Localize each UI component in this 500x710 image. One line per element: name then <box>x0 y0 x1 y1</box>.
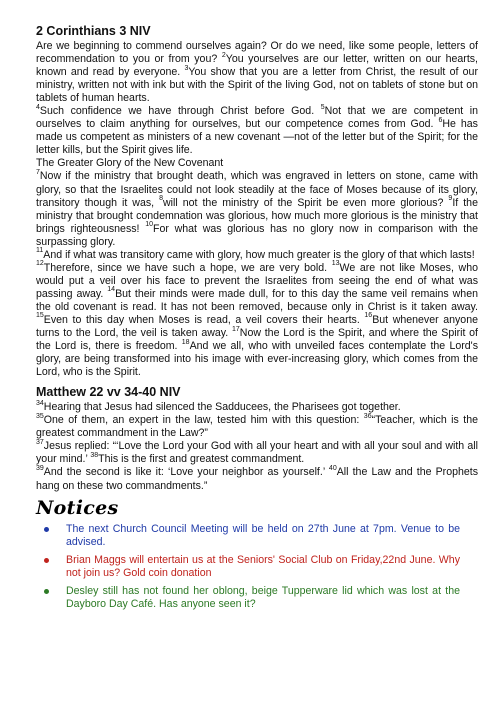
verse-number: 12 <box>36 260 44 268</box>
verse-18: And we all, who with unveiled faces contemplate the Lord's glory, are being transformed into his image with ever-increasing glory, which comes from the Lord, who is the Spirit. <box>36 340 478 379</box>
verse-8: will not the ministry of the Spirit be even more glorious? <box>163 196 444 209</box>
verse-number: 7 <box>36 168 40 176</box>
verse-16: But whenever anyone turns to the Lord, the veil is taken away. <box>36 313 478 340</box>
verse-number: 37 <box>36 438 44 446</box>
verse-36: “Teacher, which is the greatest commandment in the Law?” <box>36 414 478 440</box>
reading-1-part-1 <box>36 40 478 157</box>
verse-number: 38 <box>90 451 99 459</box>
verse-number: 2 <box>221 51 226 59</box>
verse-number: 36 <box>363 412 372 420</box>
verse-number: 14 <box>107 286 116 294</box>
verse-11: And if what was transitory came with glory, how much greater is the glory of that which lasts! <box>43 248 475 261</box>
verse-13: We are not like Moses, who would put a veil over his face to prevent the Israelites from seeing the end of what was passing away. <box>36 261 478 300</box>
notices-list <box>36 523 478 611</box>
verse-12: Therefore, since we have such a hope, we are very bold. <box>43 261 328 274</box>
reading-2-text <box>36 401 478 492</box>
bullet-icon <box>44 527 49 532</box>
verse-number: 3 <box>184 64 189 72</box>
verse-39: And the second is like it: ‘Love your neighbor as yourself.’ <box>43 466 325 479</box>
verse-2: You yourselves are our letter, written on our hearts, known and read by everyone. <box>36 53 478 79</box>
verse-3: You show that you are a letter from Christ, the result of our ministry, written not with ink but with the Spirit of the living God, not on tablets of stone but on tablets of human hearts. <box>36 66 478 105</box>
notice-item <box>36 585 478 611</box>
notice-text: Desley still has not found her oblong, beige Tupperware lid which was lost at the Dayboro Day Café. Has anyone seen it? <box>66 584 460 610</box>
notice-text: The next Church Council Meeting will be held on 27th June at 7pm. Venue to be advised. <box>66 522 460 548</box>
verse-number: 15 <box>36 312 44 320</box>
section-subheading: The Greater Glory of the New Covenant <box>36 157 224 170</box>
verse-number: 34 <box>36 399 44 407</box>
verse-7: Now if the ministry that brought death, which was engraved in letters on stone, came with glory, so that the Israelites could not look steadily at the face of Moses because of its glory, transitory though it was, <box>36 170 478 209</box>
verse-number: 9 <box>448 195 453 203</box>
verse-number: 16 <box>364 312 373 320</box>
verse-15: Even to this day when Moses is read, a veil covers their hearts. <box>43 313 360 326</box>
verse-10: For what was glorious has no glory now in comparison with the surpassing glory. <box>36 222 478 248</box>
reading-1-reference: 2 Corinthians 3 NIV <box>36 24 151 38</box>
verse-number: 11 <box>36 247 44 255</box>
verse-number: 35 <box>36 412 44 420</box>
reading-2-reference: Matthew 22 vv 34-40 NIV <box>36 385 181 400</box>
notice-item <box>36 523 478 549</box>
verse-number: 8 <box>159 195 164 203</box>
verse-17: Now the Lord is the Spirit, and where the Spirit of the Lord is, there is freedom. <box>36 327 478 353</box>
reading-1-part-2 <box>36 170 478 379</box>
verse-38: This is the first and greatest commandment. <box>98 453 305 466</box>
verse-number: 39 <box>36 464 44 472</box>
verse-number: 5 <box>320 103 325 111</box>
verse-6: He has made us competent as ministers of a new covenant —not of the letter but of the Spirit; for the letter kills, but the Spirit gives life. <box>36 118 478 157</box>
verse-number: 40 <box>328 464 337 472</box>
verse-number: 6 <box>438 116 443 124</box>
notices-heading: Notices <box>36 496 119 519</box>
notice-item <box>36 554 478 580</box>
verse-number: 13 <box>331 260 340 268</box>
verse-40: All the Law and the Prophets hang on these two commandments.” <box>36 466 479 492</box>
verse-35: One of them, an expert in the law, tested him with this question: <box>43 414 360 427</box>
verse-number: 4 <box>36 103 40 111</box>
verse-number: 17 <box>232 325 240 333</box>
verse-number: 10 <box>145 221 154 229</box>
verse-9: If the ministry that brought condemnation was glorious, how much more glorious is the ministry that brings righteousness! <box>36 196 478 235</box>
bullet-icon <box>44 589 49 594</box>
bullet-icon <box>44 558 49 563</box>
verse-37: Jesus replied: “‘Love the Lord your God with all your heart and with all your soul and with all your mind.’ <box>36 440 478 466</box>
verse-5: Not that we are competent in ourselves to claim anything for ourselves, but our competence comes from God. <box>36 105 478 131</box>
verse-number: 18 <box>181 338 190 346</box>
verse-14: But their minds were made dull, for to this day the same veil remains when the old covenant is read. It has not been removed, because only in Christ is it taken away. <box>36 287 478 313</box>
verse-34: Hearing that Jesus had silenced the Sadducees, the Pharisees got together. <box>43 401 401 414</box>
notice-text: Brian Maggs will entertain us at the Seniors' Social Club on Friday,22nd June. Why not join us? Gold coin donation <box>66 553 460 579</box>
verse-1: Are we beginning to commend ourselves again? Or do we need, like some people, letters of recommendation to you or from you? <box>36 40 478 66</box>
verse-4: Such confidence we have through Christ before God. <box>39 105 315 118</box>
